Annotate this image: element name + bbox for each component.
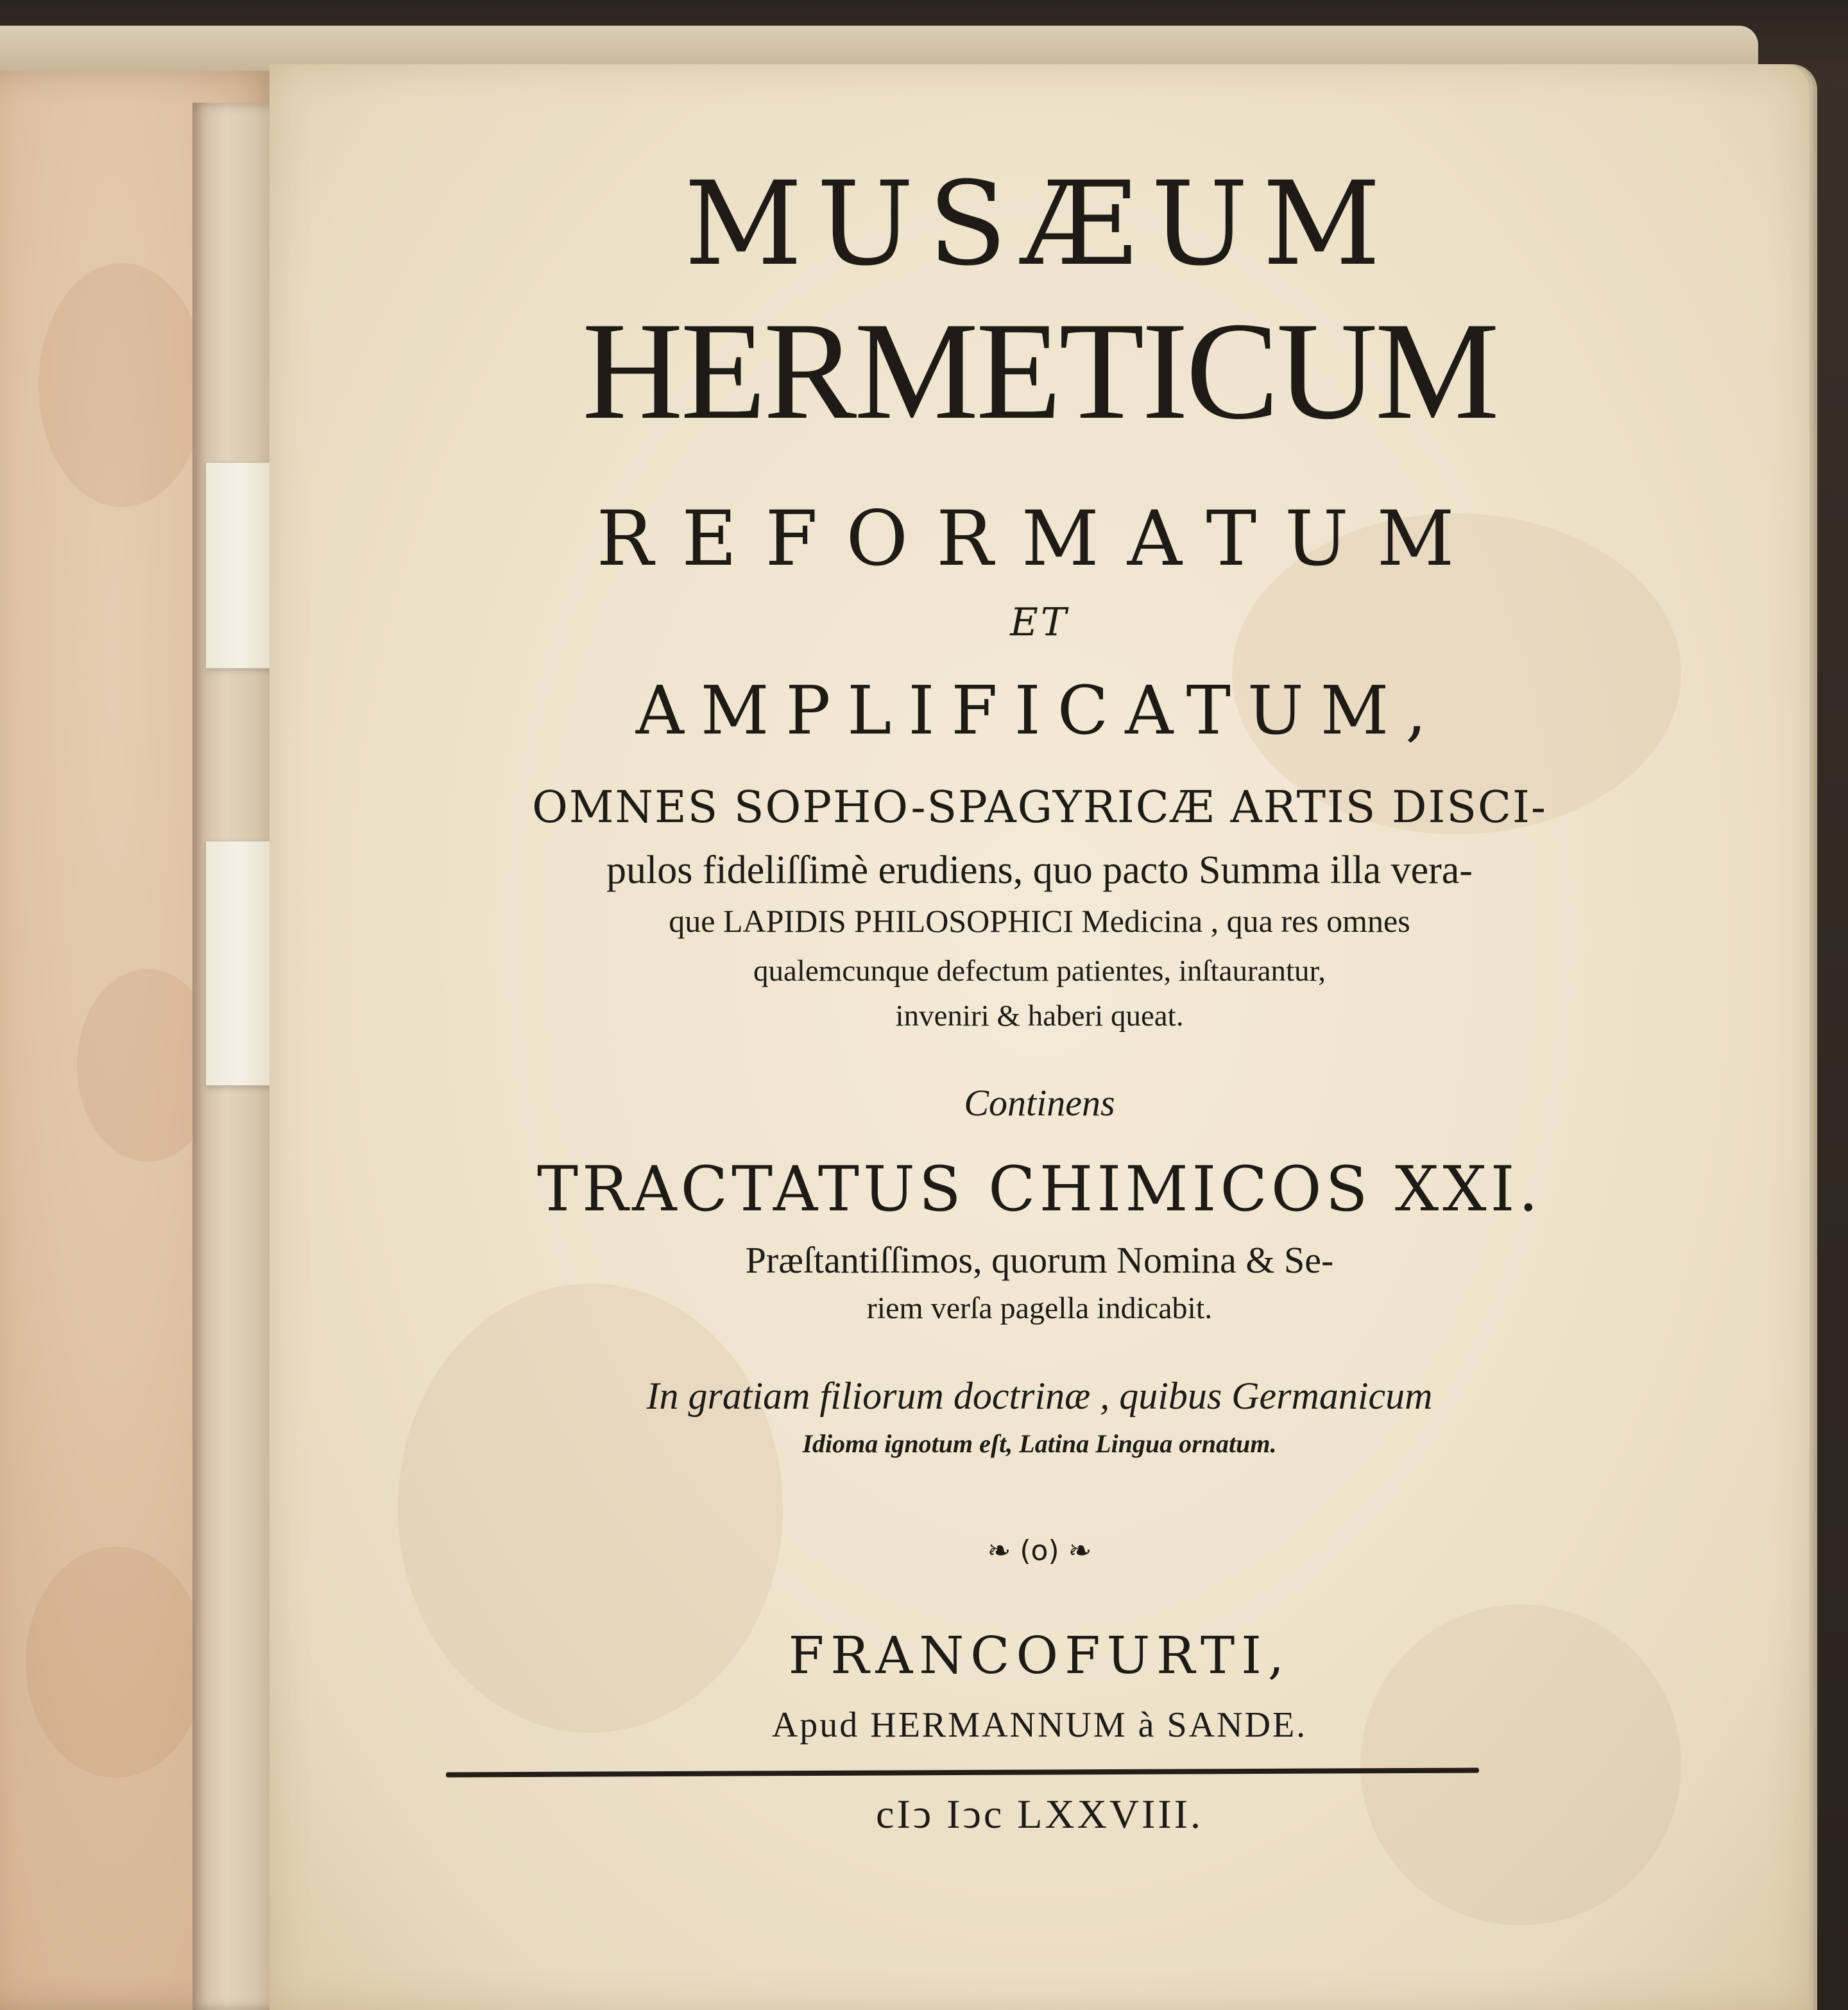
stain — [26, 1547, 205, 1778]
subtitle-line: qualemcunque defectum patientes, inſtaurantur, — [753, 954, 1326, 988]
contents-line: Præſtantiſſimos, quorum Nomina & Se- — [745, 1239, 1334, 1281]
hinge-tab-top — [205, 462, 277, 669]
title-line-et: ET — [1010, 600, 1069, 645]
gratia-line: In gratiam filiorum doctrinæ , quibus Germanicum — [646, 1375, 1433, 1417]
imprint-publisher: Apud HERMANNUM à SANDE. — [771, 1705, 1308, 1745]
title-line-hermeticum: HERMETICUM — [582, 294, 1497, 449]
subtitle-line: OMNES SOPHO-SPAGYRICÆ ARTIS DISCI- — [532, 782, 1547, 833]
hinge-tab-bottom — [205, 841, 277, 1086]
printers-ornament: ❧ (o) ❧ — [987, 1534, 1092, 1567]
contents-heading: Continens — [964, 1082, 1115, 1124]
contents-title: TRACTATUS CHIMICOS XXI. — [536, 1153, 1543, 1225]
horizontal-rule — [446, 1767, 1479, 1777]
stain — [38, 263, 205, 507]
imprint-date: cIↄ Iↄc LXXVIII. — [876, 1791, 1203, 1837]
subtitle-line: pulos fideliſſimè erudiens, quo pacto Summa illa vera- — [606, 848, 1473, 892]
title-page-text — [270, 0, 1810, 2010]
subtitle-line: que LAPIDIS PHILOSOPHICI Medicina , qua res omnes — [669, 903, 1410, 939]
imprint-place: FRANCOFURTI, — [788, 1626, 1291, 1685]
subtitle-line: inveniri & haberi queat. — [895, 999, 1184, 1033]
title-line-musaeum: MUSÆUM — [684, 157, 1395, 291]
gratia-line: Idioma ignotum eſt, Latina Lingua ornatum. — [802, 1429, 1277, 1458]
title-line-reformatum: REFORMATUM — [596, 494, 1483, 583]
contents-line: riem verſa pagella indicabit. — [866, 1291, 1213, 1325]
title-line-amplificatum: AMPLIFICATUM, — [635, 671, 1444, 750]
